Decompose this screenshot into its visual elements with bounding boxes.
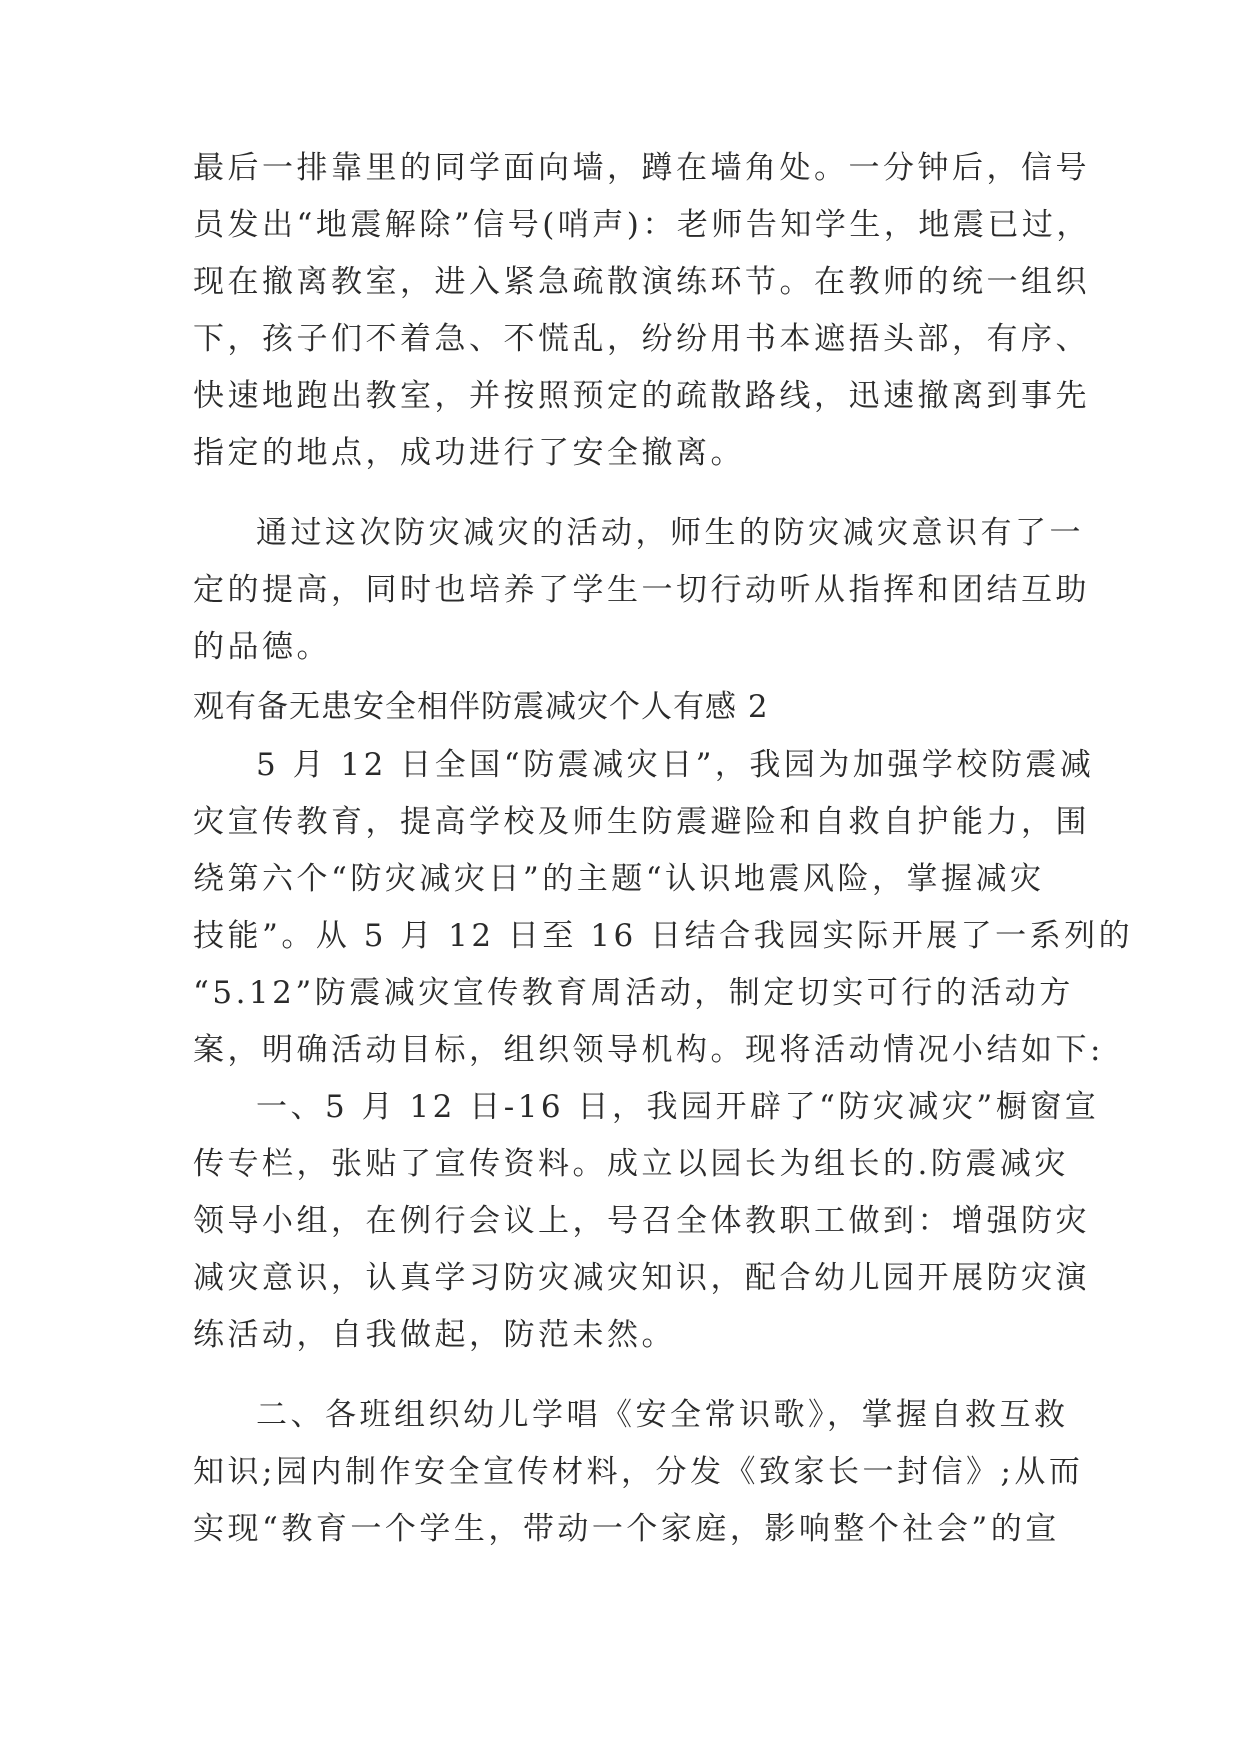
paragraph-line: 定的提高，同时也培养了学生一切行动听从指挥和团结互助 xyxy=(193,572,1090,608)
paragraph-line: 最后一排靠里的同学面向墙，蹲在墙角处。一分钟后，信号 xyxy=(193,150,1090,186)
section-heading: 观有备无患安全相伴防震减灾个人有感 2 xyxy=(193,689,769,725)
paragraph-line: 减灾意识，认真学习防灾减灾知识，配合幼儿园开展防灾演 xyxy=(193,1260,1090,1296)
paragraph-line: 绕第六个“防灾减灾日”的主题“认识地震风险，掌握减灾 xyxy=(193,861,1045,897)
paragraph-line: 一、5 月 12 日-16 日，我园开辟了“防灾减灾”橱窗宣 xyxy=(256,1089,1100,1125)
paragraph-line: 实现“教育一个学生，带动一个家庭，影响整个社会”的宣 xyxy=(193,1511,1060,1547)
paragraph-line: 的品德。 xyxy=(193,629,331,665)
paragraph-line: “5.12”防震减灾宣传教育周活动，制定切实可行的活动方 xyxy=(193,975,1074,1011)
paragraph-line: 现在撤离教室，进入紧急疏散演练环节。在教师的统一组织 xyxy=(193,264,1090,300)
paragraph-line: 下，孩子们不着急、不慌乱，纷纷用书本遮捂头部，有序、 xyxy=(193,321,1090,357)
paragraph-line: 练活动，自我做起，防范未然。 xyxy=(193,1317,676,1353)
paragraph-line: 技能”。从 5 月 12 日至 16 日结合我园实际开展了一系列的 xyxy=(193,918,1134,954)
paragraph-line: 案，明确活动目标，组织领导机构。现将活动情况小结如下: xyxy=(193,1032,1104,1068)
paragraph-line: 通过这次防灾减灾的活动，师生的防灾减灾意识有了一 xyxy=(256,515,1084,551)
paragraph-line: 员发出“地震解除”信号(哨声)：老师告知学生，地震已过， xyxy=(193,207,1091,243)
paragraph-line: 灾宣传教育，提高学校及师生防震避险和自救自护能力，围 xyxy=(193,804,1090,840)
paragraph-line: 传专栏，张贴了宣传资料。成立以园长为组长的.防震减灾 xyxy=(193,1146,1069,1182)
paragraph-line: 领导小组，在例行会议上，号召全体教职工做到：增强防灾 xyxy=(193,1203,1090,1239)
paragraph-line: 快速地跑出教室，并按照预定的疏散路线，迅速撤离到事先 xyxy=(193,378,1090,414)
paragraph-line: 指定的地点，成功进行了安全撤离。 xyxy=(193,435,745,471)
paragraph-line: 二、各班组织幼儿学唱《安全常识歌》，掌握自救互救 xyxy=(256,1397,1069,1433)
paragraph-line: 5 月 12 日全国“防震减灾日”，我园为加强学校防震减 xyxy=(256,747,1095,783)
paragraph-line: 知识;园内制作安全宣传材料，分发《致家长一封信》;从而 xyxy=(193,1454,1084,1490)
